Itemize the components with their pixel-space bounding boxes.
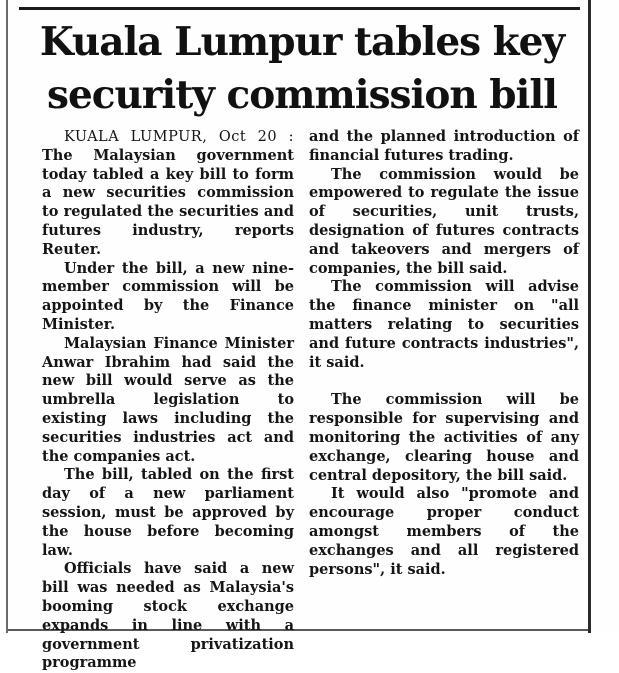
- article-paragraph-1: [42, 128, 294, 260]
- article-paragraph-8: The commission will be responsible for supervising and monitoring the activities of any exchange, clearing house and central depository, the bill said.: [309, 391, 579, 484]
- left-border-rule: [6, 0, 8, 633]
- article-paragraph-6: The commission would be empowered to regulate the issue of securities, unit trusts, designation of futures contracts and takeovers and mergers of companies, the bill said.: [309, 165, 579, 277]
- article-paragraph-continuation: and the planned introduction of financial futures trading.: [309, 128, 579, 164]
- headline-line-2: security commission bill: [47, 72, 557, 118]
- right-border-rule: [588, 0, 591, 633]
- top-border-rule: [19, 7, 580, 10]
- article-paragraph-2: Under the bill, a new nine-member commission will be appointed by the Finance Minister.: [42, 259, 294, 333]
- column-gap: [309, 372, 579, 391]
- article-paragraph-5: Officials have said a new bill was needed as Malaysia's booming stock exchange expands in line with a government privatization programme: [42, 560, 294, 672]
- paragraph-text: The Malaysian government today tabled a key bill to form a new securities commission to regulated the securities and futures industry, reports Reuter.: [42, 146, 294, 258]
- article-column-right: [309, 128, 579, 579]
- article-paragraph-3: Malaysian Finance Minister Anwar Ibrahim had said the new bill would serve as the umbrella legislation to existing laws including the securities industries act and the companies act.: [42, 334, 294, 465]
- article-paragraph-7: The commission will advise the finance minister on "all matters relating to securities and future contracts industries", it said.: [309, 278, 579, 371]
- dateline: KUALA LUMPUR, Oct 20 :: [64, 129, 294, 145]
- article-paragraph-4: The bill, tabled on the first day of a new parliament session, must be approved by the house before becoming law.: [42, 466, 294, 559]
- headline-line-1: Kuala Lumpur tables key: [39, 19, 565, 65]
- headline: [22, 16, 582, 122]
- article-paragraph-9: It would also "promote and encourage proper conduct amongst members of the exchanges and all registered persons", it said.: [309, 485, 579, 578]
- article-column-left: [42, 128, 294, 673]
